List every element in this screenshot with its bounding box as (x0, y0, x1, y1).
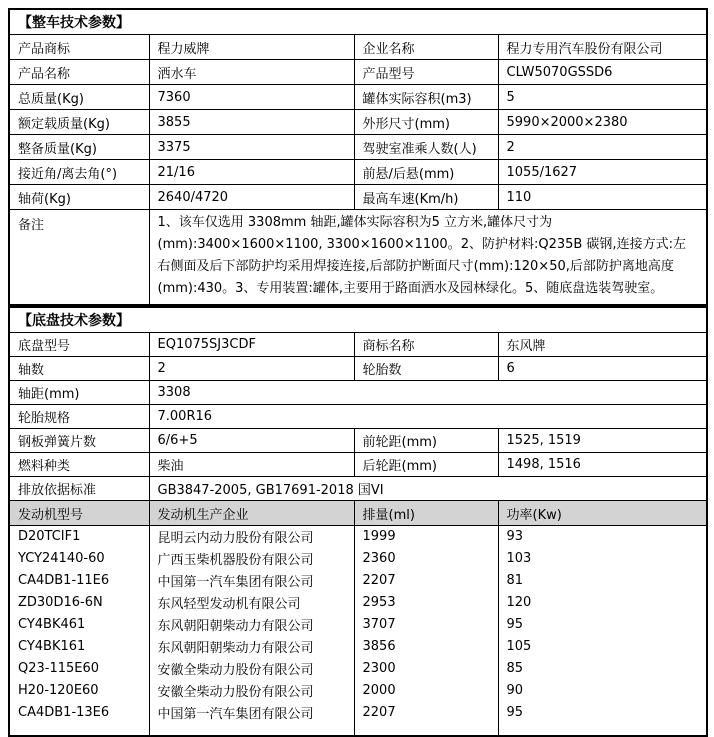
param-label: 接近角/离去角(°) (9, 160, 149, 185)
spacer-cell (354, 724, 498, 736)
section-header-row (9, 307, 707, 333)
engine-row (9, 614, 707, 636)
engine-power: 90 (498, 680, 707, 702)
param-label: 整备质量(Kg) (9, 135, 149, 160)
engine-power: 105 (498, 636, 707, 658)
engine-displacement: 2300 (354, 658, 498, 680)
engine-displacement: 2000 (354, 680, 498, 702)
param-value: 2 (498, 135, 707, 160)
param-value: 1498, 1516 (498, 453, 707, 477)
param-label: 轮胎规格 (9, 405, 149, 429)
engine-row (9, 592, 707, 614)
param-value: 2 (149, 357, 354, 381)
param-label: 轴距(mm) (9, 381, 149, 405)
param-value: 3855 (149, 110, 354, 135)
chassis-params-table (8, 306, 708, 737)
engine-power: 81 (498, 570, 707, 592)
remark-label: 备注 (9, 210, 149, 306)
param-label: 最高车速(Km/h) (354, 185, 498, 210)
param-label: 产品型号 (354, 60, 498, 85)
param-label: 驾驶室准乘人数(人) (354, 135, 498, 160)
param-value: 3308 (149, 381, 707, 405)
engine-model: H20-120E60 (9, 680, 149, 702)
engine-row (9, 658, 707, 680)
engine-col-header: 排量(ml) (354, 501, 498, 526)
table-row (9, 160, 707, 185)
param-value: GB3847-2005, GB17691-2018 国VI (149, 477, 707, 501)
section-header-row (9, 9, 707, 35)
engine-displacement: 3856 (354, 636, 498, 658)
engine-model: CA4DB1-13E6 (9, 702, 149, 724)
param-value: 程力专用汽车股份有限公司 (498, 35, 707, 60)
param-value: 程力威牌 (149, 35, 354, 60)
engine-power: 95 (498, 702, 707, 724)
engine-displacement: 2207 (354, 702, 498, 724)
engine-displacement: 3707 (354, 614, 498, 636)
engine-row (9, 526, 707, 548)
param-label: 罐体实际容积(m3) (354, 85, 498, 110)
engine-power: 95 (498, 614, 707, 636)
engine-model: D20TCIF1 (9, 526, 149, 548)
param-label: 总质量(Kg) (9, 85, 149, 110)
param-value: 5990×2000×2380 (498, 110, 707, 135)
engine-row (9, 548, 707, 570)
param-value: 110 (498, 185, 707, 210)
param-label: 产品名称 (9, 60, 149, 85)
param-label: 外形尺寸(mm) (354, 110, 498, 135)
engine-row (9, 570, 707, 592)
engine-row (9, 680, 707, 702)
table-row (9, 35, 707, 60)
spacer-cell (9, 724, 149, 736)
param-label: 钢板弹簧片数 (9, 429, 149, 453)
param-label: 前悬/后悬(mm) (354, 160, 498, 185)
engine-manufacturer: 东风朝阳朝柴动力有限公司 (149, 614, 354, 636)
spacer-row (9, 724, 707, 736)
engine-manufacturer: 东风朝阳朝柴动力有限公司 (149, 636, 354, 658)
engine-manufacturer: 中国第一汽车集团有限公司 (149, 702, 354, 724)
param-value: 洒水车 (149, 60, 354, 85)
param-value: 7360 (149, 85, 354, 110)
param-label: 前轮距(mm) (354, 429, 498, 453)
engine-model: CA4DB1-11E6 (9, 570, 149, 592)
remark-text: 1、该车仅选用 3308mm 轴距,罐体实际容积为5 立方米,罐体尺寸为(mm):3400×1600×1100, 3300×1600×1100。2、防护材料:Q235B 碳钢,连接方式:左右侧面及后下部防护均采用焊接连接,后部防护断面尺寸(mm):120×50,后部防护离地高度(mm):430。3、专用装置:罐体,主要用于路面洒水及园林绿化。5、随底盘选装驾驶室。 (149, 210, 707, 306)
table-row (9, 110, 707, 135)
vehicle-section-title: 【整车技术参数】 (9, 9, 707, 35)
engine-row (9, 702, 707, 724)
table-row (9, 405, 707, 429)
param-value: 7.00R16 (149, 405, 707, 429)
engine-model: ZD30D16-6N (9, 592, 149, 614)
engine-power: 85 (498, 658, 707, 680)
engine-col-header: 发动机生产企业 (149, 501, 354, 526)
engine-power: 93 (498, 526, 707, 548)
engine-manufacturer: 中国第一汽车集团有限公司 (149, 570, 354, 592)
engine-row (9, 636, 707, 658)
table-row (9, 381, 707, 405)
engine-displacement: 2953 (354, 592, 498, 614)
param-value: EQ1075SJ3CDF (149, 333, 354, 357)
engine-model: CY4BK461 (9, 614, 149, 636)
param-value: 3375 (149, 135, 354, 160)
engine-header-row (9, 501, 707, 526)
param-label: 轴数 (9, 357, 149, 381)
engine-manufacturer: 安徽全柴动力股份有限公司 (149, 658, 354, 680)
param-label: 额定载质量(Kg) (9, 110, 149, 135)
engine-manufacturer: 安徽全柴动力股份有限公司 (149, 680, 354, 702)
table-row (9, 429, 707, 453)
param-value: 21/16 (149, 160, 354, 185)
chassis-section-title: 【底盘技术参数】 (9, 307, 707, 333)
spacer-cell (498, 724, 707, 736)
param-value: 6/6+5 (149, 429, 354, 453)
param-label: 商标名称 (354, 333, 498, 357)
engine-manufacturer: 昆明云内动力股份有限公司 (149, 526, 354, 548)
engine-col-header: 发动机型号 (9, 501, 149, 526)
engine-model: CY4BK161 (9, 636, 149, 658)
param-value: 柴油 (149, 453, 354, 477)
engine-manufacturer: 广西玉柴机器股份有限公司 (149, 548, 354, 570)
table-row (9, 453, 707, 477)
param-label: 排放依据标准 (9, 477, 149, 501)
param-label: 企业名称 (354, 35, 498, 60)
engine-manufacturer: 东风轻型发动机有限公司 (149, 592, 354, 614)
param-label: 燃料种类 (9, 453, 149, 477)
remark-row (9, 210, 707, 306)
table-row (9, 185, 707, 210)
param-value: 6 (498, 357, 707, 381)
param-value: CLW5070GSSD6 (498, 60, 707, 85)
engine-displacement: 1999 (354, 526, 498, 548)
param-label: 产品商标 (9, 35, 149, 60)
param-label: 轴荷(Kg) (9, 185, 149, 210)
param-value: 2640/4720 (149, 185, 354, 210)
engine-col-header: 功率(Kw) (498, 501, 707, 526)
param-label: 底盘型号 (9, 333, 149, 357)
engine-model: Q23-115E60 (9, 658, 149, 680)
param-label: 后轮距(mm) (354, 453, 498, 477)
vehicle-params-table (8, 8, 708, 306)
table-row (9, 85, 707, 110)
table-row (9, 477, 707, 501)
table-row (9, 135, 707, 160)
engine-power: 103 (498, 548, 707, 570)
param-value: 1525, 1519 (498, 429, 707, 453)
engine-power: 120 (498, 592, 707, 614)
param-value: 东风牌 (498, 333, 707, 357)
table-row (9, 357, 707, 381)
engine-displacement: 2360 (354, 548, 498, 570)
engine-model: YCY24140-60 (9, 548, 149, 570)
param-value: 1055/1627 (498, 160, 707, 185)
param-label: 轮胎数 (354, 357, 498, 381)
spacer-cell (149, 724, 354, 736)
param-value: 5 (498, 85, 707, 110)
table-row (9, 60, 707, 85)
table-row (9, 333, 707, 357)
engine-displacement: 2207 (354, 570, 498, 592)
